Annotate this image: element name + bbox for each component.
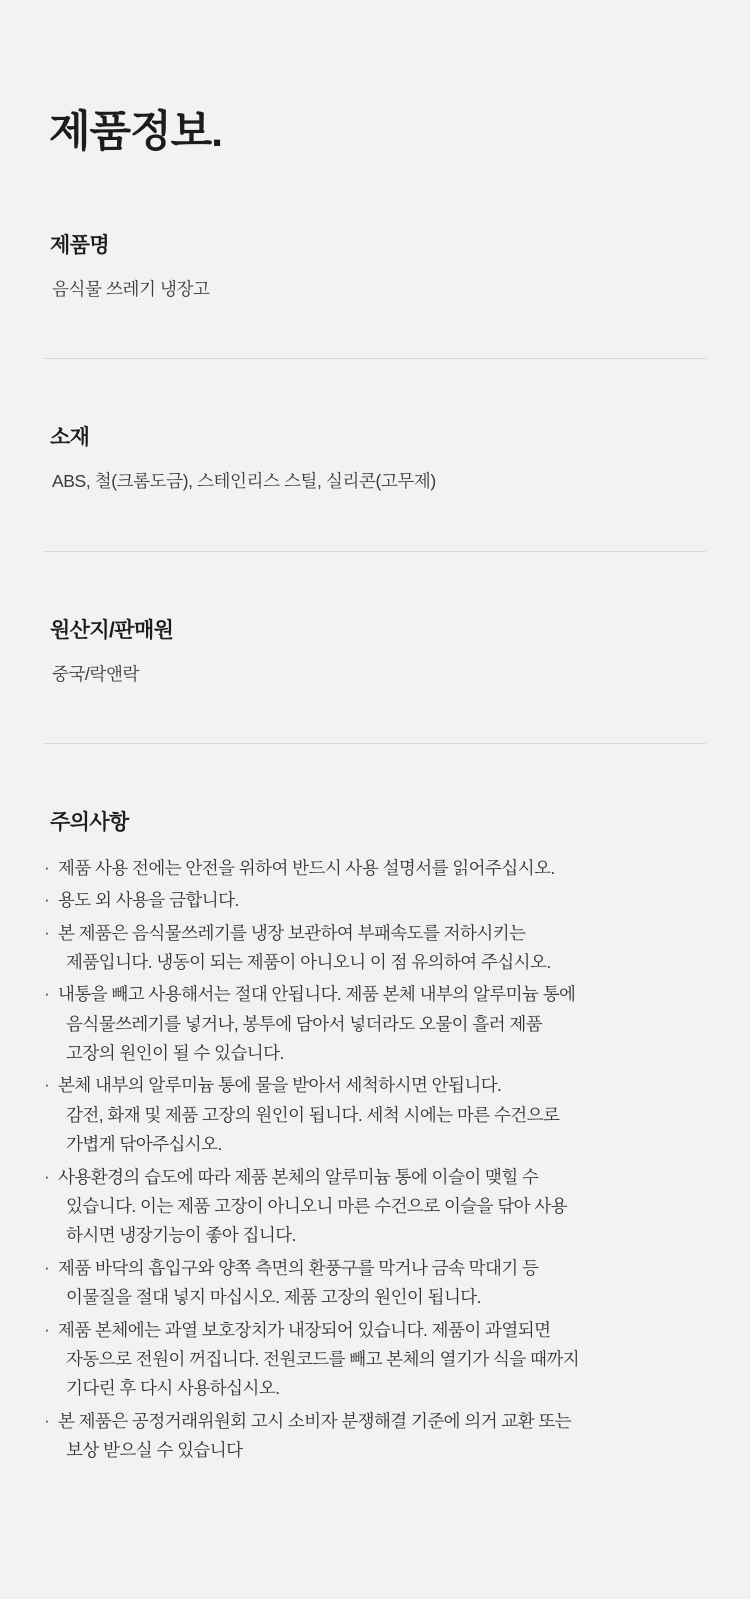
notice-item-text [58,1163,706,1251]
notice-line: 본체 내부의 알루미늄 통에 물을 받아서 세척하시면 안됩니다. [58,1075,502,1096]
notice-line: 본 제품은 공정거래위원회 고시 소비자 분쟁해결 기준에 의거 교환 또는 [58,1410,572,1431]
bullet-icon: · [44,1166,50,1186]
notice-line: 이물질을 절대 넣지 마십시오. 제품 고장의 원인이 됩니다. [66,1287,481,1308]
notice-item [44,919,706,978]
notice-line: 제품 사용 전에는 안전을 위하여 반드시 사용 설명서를 읽어주십시오. [58,857,555,878]
bullet-icon: · [44,1257,50,1277]
bullet-icon: · [44,857,50,877]
section-body-material: ABS, 철(크롬도금), 스테인리스 스틸, 실리콘(고무제) [52,471,436,492]
notice-line: 제품입니다. 냉동이 되는 제품이 아니오니 이 점 유의하여 주십시오. [66,951,551,972]
section-notice [44,806,706,1466]
notice-item-text [58,1071,706,1159]
notice-item-text [58,1407,706,1466]
section-material [44,421,706,551]
notice-item-text [58,886,706,915]
notice-line: 음식물쓰레기를 넣거나, 봉투에 담아서 넣더라도 오물이 흘러 제품 [66,1013,543,1034]
section-product-name [44,229,706,359]
notice-item [44,886,706,915]
notice-line: 가볍게 닦아주십시오. [66,1134,222,1155]
section-heading-material: 소재 [50,426,90,450]
notice-line: 내통을 빼고 사용해서는 절대 안됩니다. 제품 본체 내부의 알루미늄 통에 [58,984,576,1005]
bottom-spacer [44,1469,706,1599]
bullet-icon: · [44,922,50,942]
section-heading-origin-seller: 원산지/판매원 [50,618,174,642]
notice-line: 사용환경의 습도에 따라 제품 본체의 알루미늄 통에 이슬이 맺힐 수 [58,1166,539,1187]
divider [44,743,706,744]
notice-item [44,980,706,1068]
notice-item [44,1407,706,1466]
notice-item [44,1163,706,1251]
notice-list [44,854,706,1466]
bullet-icon: · [44,1075,50,1095]
section-heading-product-name: 제품명 [50,234,110,257]
notice-item [44,1071,706,1159]
section-body-origin-seller: 중국/락앤락 [52,663,139,684]
notice-line: 감전, 화재 및 제품 고장의 원인이 됩니다. 세척 시에는 마른 수건으로 [66,1104,560,1125]
notice-item-text [58,980,706,1068]
notice-line: 용도 외 사용을 금합니다. [58,890,239,911]
bullet-icon: · [44,1410,50,1430]
notice-item [44,854,706,883]
notice-line: 보상 받으실 수 있습니다 [66,1440,243,1461]
divider [44,358,706,359]
notice-item-text [58,1316,706,1404]
notice-line: 하시면 냉장기능이 좋아 집니다. [66,1225,296,1246]
bullet-icon: · [44,890,50,910]
notice-line: 고장의 원인이 될 수 있습니다. [66,1043,284,1064]
page-title: 제품정보. [49,108,223,156]
notice-item-text [58,919,706,978]
divider [44,551,706,552]
notice-line: 자동으로 전원이 꺼집니다. 전원코드를 빼고 본체의 열기가 식을 때까지 [66,1349,580,1369]
notice-line: 본 제품은 음식물쓰레기를 냉장 보관하여 부패속도를 저하시키는 [58,922,526,943]
section-body-product-name: 음식물 쓰레기 냉장고 [52,279,210,299]
notice-item [44,1316,706,1404]
notice-line: 있습니다. 이는 제품 고장이 아니오니 마른 수건으로 이슬을 닦아 사용 [66,1196,568,1217]
notice-line: 기다린 후 다시 사용하십시오. [66,1378,280,1399]
bullet-icon: · [44,1319,50,1339]
notice-item-text [58,1254,706,1313]
bullet-icon: · [44,984,50,1004]
notice-line: 제품 본체에는 과열 보호장치가 내장되어 있습니다. 제품이 과열되면 [58,1319,551,1340]
section-heading-notice: 주의사항 [50,810,129,834]
notice-item [44,1254,706,1313]
notice-item-text [58,854,706,883]
section-origin-seller [44,614,706,744]
notice-line: 제품 바닥의 흡입구와 양쪽 측면의 환풍구를 막거나 금속 막대기 등 [58,1257,539,1278]
